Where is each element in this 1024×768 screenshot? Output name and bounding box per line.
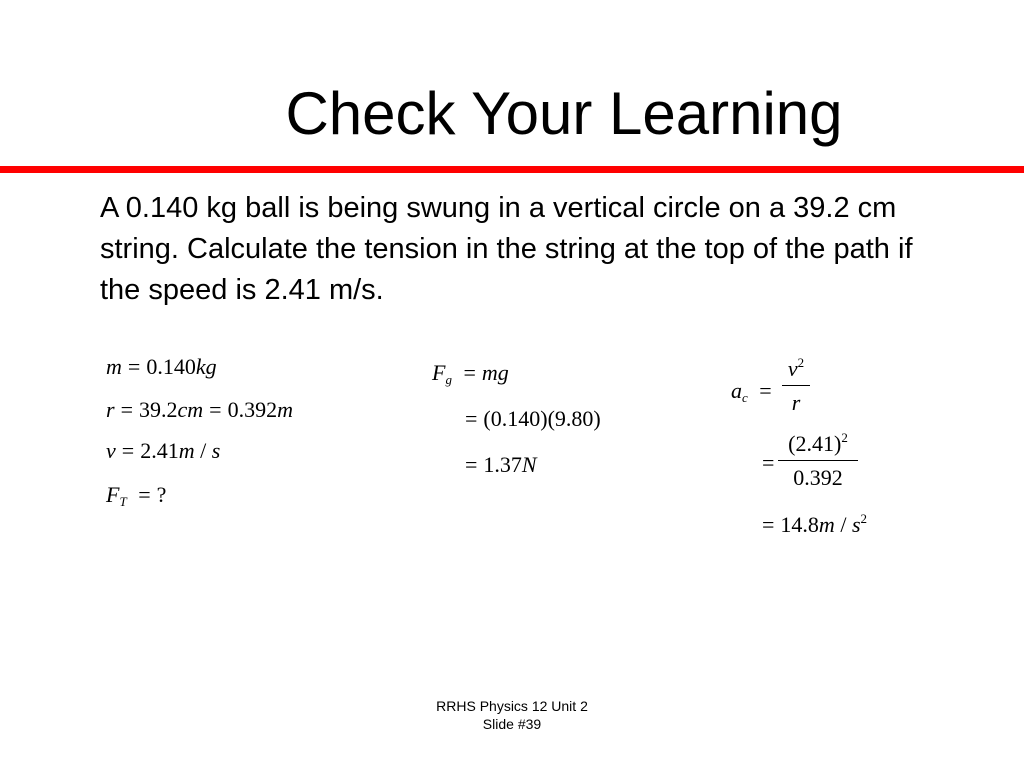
centripetal-formula-fraction: $\frac{v^2}{r}$: [782, 356, 810, 416]
centripetal-denominator: 0.392: [793, 465, 843, 490]
gravity-formula: $F_g$ = mg: [432, 360, 509, 387]
gravity-substitution: = (0.140)(9.80): [465, 406, 601, 431]
speed-value: 2.41: [140, 438, 179, 463]
footer-slide-number: Slide #39: [482, 716, 542, 732]
slide-footer: [368, 697, 656, 733]
centripetal-label: $a_c$ =: [731, 378, 772, 405]
centripetal-substitution-equals: =: [762, 450, 775, 475]
gravity-substitution-values: (0.140)(9.80): [483, 406, 601, 431]
given-radius: r = 39.2cm = 0.392m: [106, 397, 293, 422]
gravity-result: = 1.37N: [465, 452, 537, 477]
radius-value-cm: 39.2: [138, 397, 178, 422]
centripetal-numerator: (2.41): [788, 431, 842, 456]
slide-title: Check Your Learning: [285, 80, 843, 147]
gravity-result-value: 1.37: [483, 452, 522, 477]
centripetal-substitution-fraction: $\frac{(2.41)^2}{0.392}$: [778, 431, 858, 491]
problem-statement: A 0.140 kg ball is being swung in a vertical circle on a 39.2 cm string. Calculate the tension in the string at the top of the path if the speed is 2.41 m/s.: [100, 192, 913, 306]
given-mass: m = 0.140kg: [106, 354, 217, 379]
centripetal-result-value: 14.8: [780, 512, 819, 537]
title-divider: [0, 166, 1024, 173]
radius-value-m: 0.392: [227, 397, 278, 422]
footer-course: RRHS Physics 12 Unit 2: [436, 698, 588, 714]
given-tension: $F_T$ = ?: [106, 482, 167, 509]
mass-value: 0.140: [146, 354, 196, 379]
centripetal-result: = $14.8m / s^2$: [762, 511, 867, 537]
given-speed: v = 2.41m / s: [106, 438, 221, 463]
tension-unknown: ?: [156, 482, 167, 507]
